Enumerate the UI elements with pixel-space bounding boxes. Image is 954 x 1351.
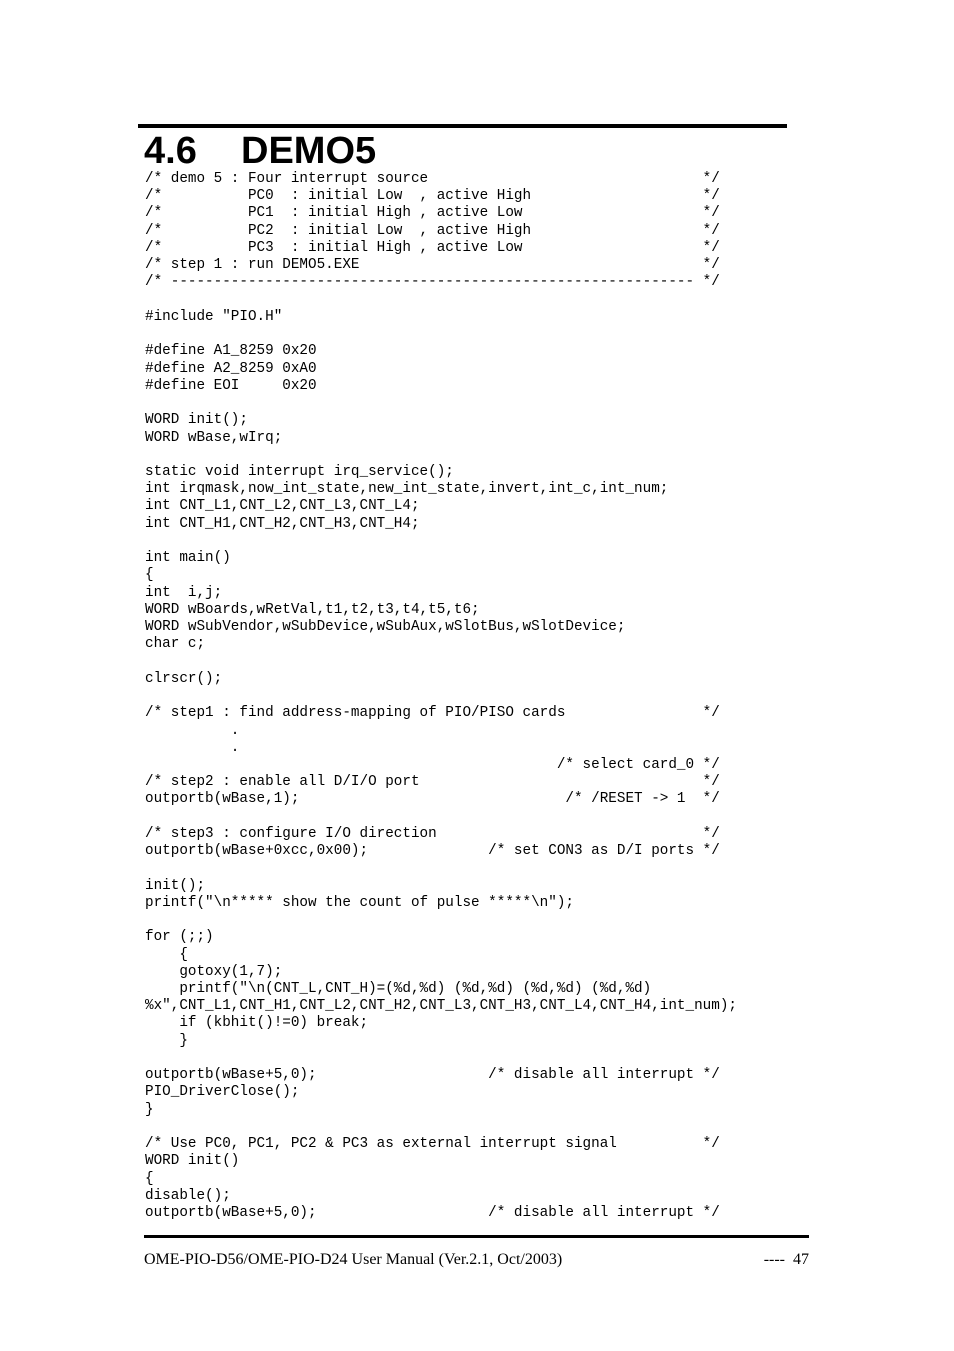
section-number: 4.6 <box>144 130 197 172</box>
code-line: int i,j; <box>145 584 223 601</box>
code-line: outportb(wBase+5,0); /* disable all interrupt */ <box>145 1205 720 1222</box>
code-line: } <box>145 1101 154 1118</box>
code-line: gotoxy(1,7); <box>145 963 283 980</box>
bottom-rule <box>144 1235 809 1238</box>
code-line: #define A1_8259 0x20 <box>145 343 317 360</box>
code-line: /* step2 : enable all D/I/O port */ <box>145 774 720 791</box>
code-line: %x",CNT_L1,CNT_H1,CNT_L2,CNT_H2,CNT_L3,CNT_H3,CNT_L4,CNT_H4,int_num); <box>145 998 737 1015</box>
code-line: /* PC2 : initial Low , active High */ <box>145 222 720 239</box>
code-line: #define EOI 0x20 <box>145 377 317 394</box>
code-line: int CNT_L1,CNT_L2,CNT_L3,CNT_L4; <box>145 498 420 515</box>
code-line: WORD init() <box>145 1153 240 1170</box>
code-line: WORD wBoards,wRetVal,t1,t2,t3,t4,t5,t6; <box>145 601 480 618</box>
code-line: int irqmask,now_int_state,new_int_state,invert,int_c,int_num; <box>145 481 669 498</box>
code-line: /* demo 5 : Four interrupt source */ <box>145 171 720 187</box>
code-line: /* ------------------------------------------------------------- */ <box>145 274 720 291</box>
code-line: #define A2_8259 0xA0 <box>145 360 317 377</box>
code-line: /* PC3 : initial High , active Low */ <box>145 239 720 256</box>
code-line: { <box>145 567 154 584</box>
code-line: printf("\n***** show the count of pulse *****\n"); <box>145 894 574 911</box>
code-line: /* step 1 : run DEMO5.EXE */ <box>145 257 720 274</box>
code-line: int main() <box>145 550 231 567</box>
code-line: char c; <box>145 636 206 653</box>
code-line: /* PC0 : initial Low , active High */ <box>145 188 720 205</box>
code-line: for (;;) <box>145 929 214 946</box>
code-line: WORD wSubVendor,wSubDevice,wSubAux,wSlotBus,wSlotDevice; <box>145 619 626 636</box>
code-line: disable(); <box>145 1187 231 1204</box>
code-line: /* PC1 : initial High , active Low */ <box>145 205 720 222</box>
code-line: outportb(wBase,1); /* /RESET -> 1 */ <box>145 791 720 808</box>
code-line: clrscr(); <box>145 670 223 687</box>
code-line: init(); <box>145 877 206 894</box>
code-line: /* step1 : find address-mapping of PIO/PISO cards */ <box>145 705 720 722</box>
code-line: /* select card_0 */ <box>145 756 720 773</box>
code-line: } <box>145 1032 188 1049</box>
code-line: . <box>145 722 240 739</box>
code-line: static void interrupt irq_service(); <box>145 463 454 480</box>
code-line: . <box>145 739 240 756</box>
code-line: #include "PIO.H" <box>145 308 283 325</box>
code-line: WORD wBase,wIrq; <box>145 429 283 446</box>
section-title: DEMO5 <box>241 130 377 172</box>
code-line: { <box>145 1170 154 1187</box>
code-line: printf("\n(CNT_L,CNT_H)=(%d,%d) (%d,%d) (%d,%d) (%d,%d) <box>145 981 652 998</box>
code-line: int CNT_H1,CNT_H2,CNT_H3,CNT_H4; <box>145 515 420 532</box>
code-line: WORD init(); <box>145 412 248 429</box>
code-line: if (kbhit()!=0) break; <box>145 1015 369 1032</box>
code-line: PIO_DriverClose(); <box>145 1084 300 1101</box>
section-heading <box>144 128 376 174</box>
footer-page-number: ---- 47 <box>763 1251 809 1268</box>
footer-manual-title: OME-PIO-D56/OME-PIO-D24 User Manual (Ver.2.1, Oct/2003) <box>144 1251 563 1268</box>
code-line: outportb(wBase+5,0); /* disable all interrupt */ <box>145 1067 720 1084</box>
code-line: /* Use PC0, PC1, PC2 & PC3 as external interrupt signal */ <box>145 1136 720 1153</box>
code-line: outportb(wBase+0xcc,0x00); /* set CON3 as D/I ports */ <box>145 843 720 860</box>
code-line: /* step3 : configure I/O direction */ <box>145 825 720 842</box>
code-line: { <box>145 946 188 963</box>
code-listing <box>145 171 737 1222</box>
